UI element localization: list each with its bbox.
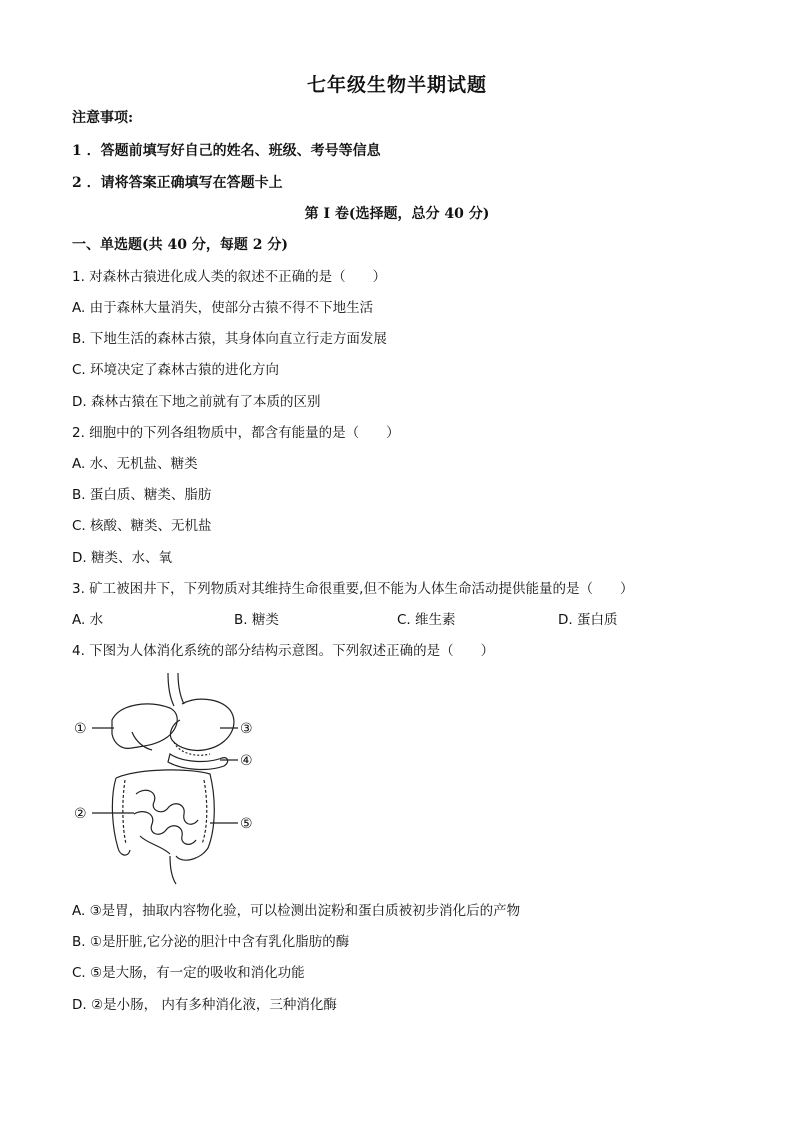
small-intestine-shape — [134, 812, 196, 845]
question-option: C. 维生素 — [397, 612, 456, 628]
question-option: D. 蛋白质 — [558, 612, 618, 628]
question-stem: 4. 下图为人体消化系统的部分结构示意图。下列叙述正确的是（ ） — [72, 643, 495, 659]
small-intestine-shape — [140, 836, 170, 854]
figure-label: ④ — [240, 753, 253, 769]
question-option: A. ③是胃，抽取内容物化验，可以检测出淀粉和蛋白质被初步消化后的产物 — [72, 903, 521, 919]
figure-label: ③ — [240, 721, 253, 737]
page-title: 七年级生物半期试题 — [306, 74, 487, 96]
question-stem: 3. 矿工被困井下，下列物质对其维持生命很重要,但不能为人体生命活动提供能量的是（ ） — [72, 581, 634, 597]
section-title: 第 I 卷(选择题，总分 40 分) — [304, 206, 490, 222]
large-intestine-shape — [202, 780, 207, 844]
esophagus-shape — [168, 673, 174, 706]
question-stem: 1. 对森林古猿进化成人类的叙述不正确的是（ ） — [72, 269, 387, 285]
notes-heading: 注意事项: — [72, 110, 134, 126]
figure-label: ① — [74, 721, 87, 737]
large-intestine-shape — [123, 780, 126, 844]
small-intestine-shape — [136, 790, 198, 824]
liver-shape — [112, 704, 177, 748]
note-item: 2 ．请将答案正确填写在答题卡上 — [72, 175, 283, 191]
question-option: B. ①是肝脏,它分泌的胆汁中含有乳化脂肪的酶 — [72, 934, 350, 950]
figure-label: ⑤ — [240, 816, 253, 832]
question-option: B. 糖类 — [234, 612, 279, 628]
question-option: C. ⑤是大肠，有一定的吸收和消化功能 — [72, 965, 305, 981]
question-option: D. ②是小肠， 内有多种消化液，三种消化酶 — [72, 997, 337, 1013]
digestive-system-figure — [70, 668, 270, 888]
question-option: A. 水 — [72, 612, 104, 628]
large-intestine-shape — [112, 778, 130, 855]
question-option: A. 由于森林大量消失，使部分古猿不得不下地生活 — [72, 300, 374, 316]
part-heading: 一、单选题(共 40 分，每题 2 分) — [72, 237, 288, 253]
stomach-shape — [170, 699, 234, 750]
pancreas-shape — [168, 754, 228, 769]
question-option: A. 水、无机盐、糖类 — [72, 456, 198, 472]
figure-label: ② — [74, 806, 87, 822]
question-stem: 2. 细胞中的下列各组物质中，都含有能量的是（ ） — [72, 425, 400, 441]
question-option: C. 环境决定了森林古猿的进化方向 — [72, 362, 280, 378]
question-option: C. 核酸、糖类、无机盐 — [72, 518, 212, 534]
rectum-shape — [170, 856, 176, 884]
question-option: B. 下地生活的森林古猿，其身体向直立行走方面发展 — [72, 331, 387, 347]
question-option: D. 糖类、水、氧 — [72, 550, 172, 566]
stomach-shape — [174, 742, 210, 755]
digestive-system-diagram — [70, 668, 270, 888]
large-intestine-shape — [116, 770, 214, 860]
note-item: 1 ．答题前填写好自己的姓名、班级、考号等信息 — [72, 143, 381, 159]
question-option: B. 蛋白质、糖类、脂肪 — [72, 487, 212, 503]
question-option: D. 森林古猿在下地之前就有了本质的区别 — [72, 394, 321, 410]
esophagus-shape — [178, 673, 184, 704]
